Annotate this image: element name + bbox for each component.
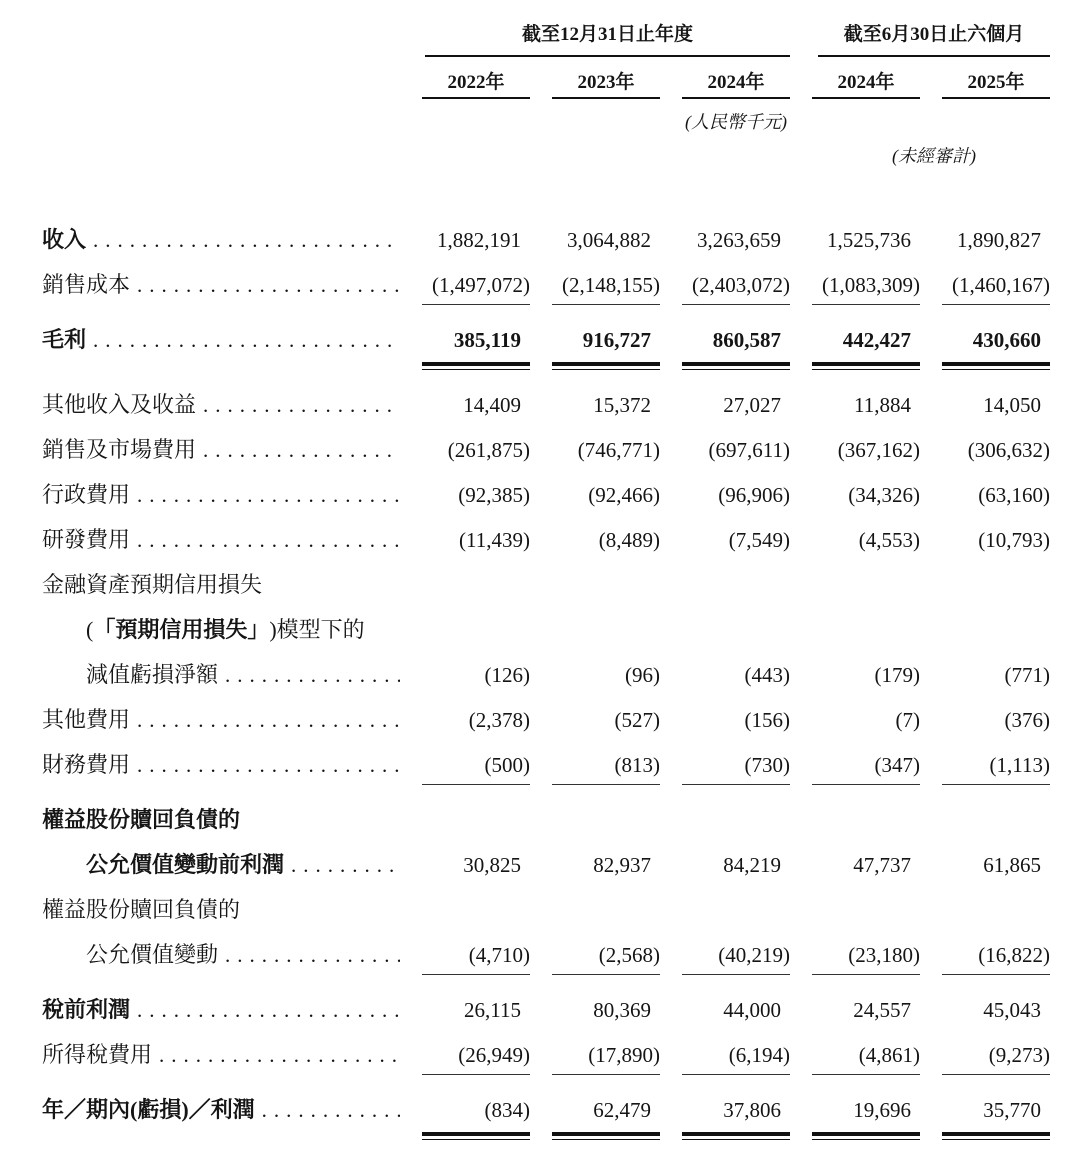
cell-value: 30,825: [463, 853, 521, 877]
cell-value: (11,439): [459, 528, 530, 552]
dot-leaders: [159, 1033, 400, 1078]
row-label-part: )模型下的: [269, 617, 365, 642]
cell-value: (527): [614, 708, 660, 732]
cell-value: (2,568): [530, 933, 660, 978]
row-label-text: 減值虧損淨額: [86, 662, 219, 687]
cell-value: 27,027: [723, 393, 781, 417]
cell-value: (834): [400, 1088, 530, 1133]
cell-value: (34,326): [848, 483, 920, 507]
cell-value: (10,793): [978, 528, 1050, 552]
cell-value: 11,884: [854, 393, 911, 417]
cell-value: (4,710): [400, 933, 530, 978]
row-label-text: 銷售及市場費用: [42, 437, 197, 462]
cell-value: (697,611): [708, 438, 790, 462]
table-row: [42, 742, 1050, 787]
dot-leaders: [225, 933, 400, 978]
year-header-2022: 2022年: [400, 67, 530, 99]
row-label: [42, 842, 400, 888]
row-label: [42, 932, 400, 978]
cell-value: (746,771): [577, 438, 660, 462]
row-label-text: 權益股份贖回負債的: [42, 807, 241, 832]
dot-leaders: [137, 473, 400, 518]
cell-value: 860,587: [660, 318, 790, 363]
row-label-text: 銷售成本: [42, 272, 131, 297]
table-row: [42, 1087, 1050, 1132]
row-label-text: 財務費用: [42, 752, 131, 777]
row-label: [42, 652, 400, 698]
table-row: [42, 842, 1050, 887]
row-label-text: 權益股份贖回負債的: [42, 897, 241, 922]
row-label: [42, 1087, 400, 1133]
dot-leaders: [137, 743, 400, 788]
table-row: [42, 607, 1050, 652]
year-header-2023: 2023年: [530, 67, 660, 99]
dot-leaders: [291, 843, 400, 888]
cell-value: 80,369: [593, 998, 651, 1022]
cell-value: (771): [1004, 663, 1050, 687]
cell-value: (23,180): [790, 933, 920, 978]
cell-value: (2,403,072): [660, 263, 790, 308]
cell-value: (261,875): [447, 438, 530, 462]
year-header-2024: 2024年: [660, 67, 790, 99]
row-label: [42, 317, 400, 363]
cell-value: (26,949): [400, 1033, 530, 1078]
cell-value: (92,466): [588, 483, 660, 507]
cell-value: (1,113): [920, 743, 1050, 788]
cell-value: 45,043: [983, 998, 1041, 1022]
row-label: [42, 987, 400, 1033]
cell-value: 62,479: [530, 1088, 660, 1133]
cell-value: 37,806: [660, 1088, 790, 1133]
dot-leaders: [137, 988, 400, 1033]
cell-value: 35,770: [920, 1088, 1050, 1133]
row-label-text: 收入: [42, 227, 87, 252]
cell-value: (17,890): [530, 1033, 660, 1078]
cell-value: (4,861): [790, 1033, 920, 1078]
dot-leaders: [203, 383, 400, 428]
cell-value: (40,219): [660, 933, 790, 978]
cell-value: (500): [400, 743, 530, 788]
table-row: [42, 317, 1050, 362]
cell-value: (96): [625, 663, 660, 687]
row-label-text: 公允價值變動: [86, 942, 219, 967]
cell-value: (6,194): [660, 1033, 790, 1078]
cell-value: (126): [484, 663, 530, 687]
cell-value: (92,385): [458, 483, 530, 507]
cell-value: (1,460,167): [920, 263, 1050, 308]
cell-value: (813): [530, 743, 660, 788]
cell-value: (367,162): [837, 438, 920, 462]
cell-value: (8,489): [598, 528, 660, 552]
cell-value: 430,660: [920, 318, 1050, 363]
row-label-text: 公允價值變動前利潤: [86, 852, 285, 877]
table-row: [42, 652, 1050, 697]
cell-value: (16,822): [920, 933, 1050, 978]
row-label: [42, 697, 400, 743]
cell-value: (179): [874, 663, 920, 687]
dot-leaders: [203, 428, 400, 473]
row-label-text: 金融資產預期信用損失: [42, 572, 263, 597]
row-label: [42, 1032, 400, 1078]
row-label: [42, 262, 400, 308]
row-label-text: 其他費用: [42, 707, 131, 732]
table-row: [42, 382, 1050, 427]
cell-value: 1,890,827: [957, 228, 1041, 252]
column-group-header-row: [42, 20, 1050, 57]
table-row: [42, 797, 1050, 842]
row-label-text: 所得稅費用: [42, 1042, 153, 1067]
cell-value: (63,160): [978, 483, 1050, 507]
table-row: [42, 987, 1050, 1032]
table-row: [42, 1032, 1050, 1077]
row-label-part: (: [86, 617, 94, 642]
table-row: [42, 697, 1050, 742]
table-body: [42, 217, 1050, 1132]
table-row: [42, 562, 1050, 607]
cell-value: 1,882,191: [437, 228, 521, 252]
cell-value: (347): [790, 743, 920, 788]
row-label: [42, 607, 400, 652]
header-spacer: [42, 67, 400, 99]
cell-value: (7,549): [728, 528, 790, 552]
row-label-part: 「預期信用損失」: [93, 617, 270, 642]
cell-value: 3,263,659: [697, 228, 781, 252]
cell-value: 44,000: [723, 998, 781, 1022]
row-label-text: 其他收入及收益: [42, 392, 197, 417]
table-row: [42, 217, 1050, 262]
cell-value: 14,050: [983, 393, 1041, 417]
cell-value: 15,372: [593, 393, 651, 417]
cell-value: 24,557: [853, 998, 911, 1022]
cell-value: (730): [660, 743, 790, 788]
table-row: [42, 262, 1050, 307]
row-label-text: 年／期內(虧損)／利潤: [42, 1097, 255, 1122]
cell-value: (376): [1004, 708, 1050, 732]
cell-value: 19,696: [790, 1088, 920, 1133]
row-label: [42, 382, 400, 428]
dot-leaders: [262, 1088, 400, 1133]
row-label: [42, 217, 400, 263]
cell-value: 385,119: [400, 318, 530, 363]
cell-value: 1,525,736: [827, 228, 911, 252]
table-row: [42, 427, 1050, 472]
row-label: [42, 427, 400, 473]
row-label: [42, 887, 400, 932]
cell-value: 916,727: [530, 318, 660, 363]
header-spacer: [42, 20, 400, 57]
cell-value: (306,632): [967, 438, 1050, 462]
table-row: [42, 517, 1050, 562]
cell-value: 442,427: [790, 318, 920, 363]
row-label: [42, 517, 400, 563]
year-header-2024-interim: 2024年: [790, 67, 920, 99]
cell-value: (1,083,309): [790, 263, 920, 308]
column-group-annual-title: 截至12月31日止年度: [521, 24, 693, 45]
dot-leaders: [93, 218, 400, 263]
column-group-interim: [790, 20, 1050, 57]
row-label-text: 稅前利潤: [42, 997, 131, 1022]
cell-value: 26,115: [464, 998, 521, 1022]
column-group-annual: [400, 20, 790, 57]
table-row: [42, 887, 1050, 932]
row-label: [42, 742, 400, 788]
cell-value: 61,865: [983, 853, 1041, 877]
cell-value: (156): [744, 708, 790, 732]
dot-leaders: [137, 263, 400, 308]
dot-leaders: [93, 318, 400, 363]
cell-value: 84,219: [723, 853, 781, 877]
row-label-text: 研發費用: [42, 527, 131, 552]
cell-value: (2,378): [468, 708, 530, 732]
row-label: [42, 562, 400, 607]
cell-value: 47,737: [853, 853, 911, 877]
cell-value: (9,273): [920, 1033, 1050, 1078]
cell-value: 82,937: [593, 853, 651, 877]
year-header-2025-interim: 2025年: [920, 67, 1050, 99]
cell-value: 14,409: [463, 393, 521, 417]
dot-leaders: [137, 518, 400, 563]
dot-leaders: [225, 653, 400, 698]
row-label-text: 毛利: [42, 327, 87, 352]
row-label: [42, 472, 400, 518]
year-header-row: [42, 67, 1050, 99]
cell-value: (443): [744, 663, 790, 687]
unaudited-note: (未經審計): [892, 146, 976, 166]
cell-value: (1,497,072): [400, 263, 530, 308]
cell-value: (7): [895, 708, 920, 732]
dot-leaders: [137, 698, 400, 743]
cell-value: (96,906): [718, 483, 790, 507]
row-label-text: 行政費用: [42, 482, 131, 507]
currency-note: (人民幣千元): [685, 112, 787, 132]
table-row: [42, 932, 1050, 977]
column-group-interim-title: 截至6月30日止六個月: [843, 24, 1025, 45]
cell-value: 3,064,882: [567, 228, 651, 252]
row-label: [42, 797, 400, 842]
cell-value: (4,553): [858, 528, 920, 552]
table-row: [42, 472, 1050, 517]
cell-value: (2,148,155): [530, 263, 660, 308]
